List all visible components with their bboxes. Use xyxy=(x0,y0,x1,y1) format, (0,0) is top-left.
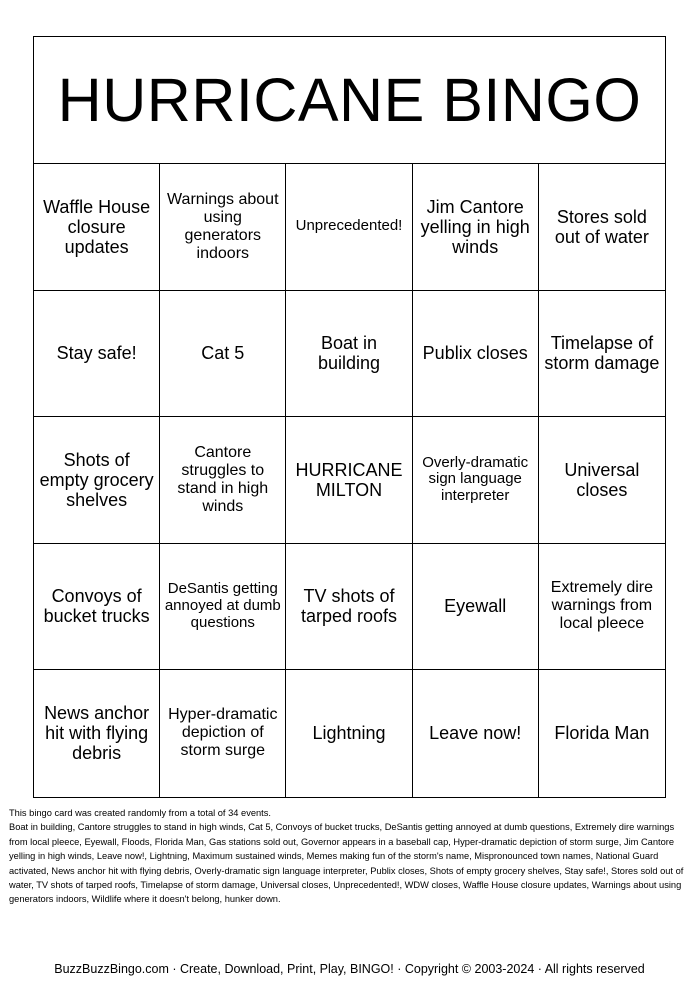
bingo-cell-free-space: HURRICANE MILTON xyxy=(286,417,412,544)
info-event-list: Boat in building, Cantore struggles to stand in high winds, Cat 5, Convoys of bucket trucks, DeSantis getting annoyed at dumb questions, Extremely dire warnings from local pleece, Eyewall, Floods, Florida Man, Gas stations sold out, Governor appears in a baseball cap, Hyper-dramatic depiction of storm surge, Jim Cantore yelling in high winds, Leave now!, Lightning, Maximum sustained winds, Memes making fun of the storm's name, Mispronounced town names, National Guard activated, News anchor hit with flying debris, Overly-dramatic sign language interpreter, Publix closes, Shots of empty grocery shelves, Stay safe!, Stores sold out of water, TV shots of tarped roofs, Timelapse of storm damage, Universal closes, Unprecedented!, WDW closes, Waffle House closure updates, Warnings about using generators indoors, Wildlife where it doesn't belong, hunker down. xyxy=(9,822,684,905)
bingo-cell: Warnings about using generators indoors xyxy=(160,164,286,291)
bingo-cell: Universal closes xyxy=(539,417,665,544)
bingo-card xyxy=(33,36,666,798)
bingo-cell: Convoys of bucket trucks xyxy=(34,544,160,671)
bingo-cell: Shots of empty grocery shelves xyxy=(34,417,160,544)
bingo-cell: Lightning xyxy=(286,670,412,797)
bingo-cell: News anchor hit with flying debris xyxy=(34,670,160,797)
bingo-cell: Cat 5 xyxy=(160,291,286,418)
info-intro: This bingo card was created randomly from a total of 34 events. xyxy=(9,808,271,818)
bingo-cell: Unprecedented! xyxy=(286,164,412,291)
card-title: HURRICANE BINGO xyxy=(57,66,642,134)
bingo-cell: Waffle House closure updates xyxy=(34,164,160,291)
bingo-cell: TV shots of tarped roofs xyxy=(286,544,412,671)
card-info xyxy=(9,806,689,907)
bingo-cell: Eyewall xyxy=(413,544,539,671)
bingo-cell: Stores sold out of water xyxy=(539,164,665,291)
bingo-cell: Timelapse of storm damage xyxy=(539,291,665,418)
bingo-cell: Cantore struggles to stand in high winds xyxy=(160,417,286,544)
bingo-cell: Stay safe! xyxy=(34,291,160,418)
bingo-cell: Publix closes xyxy=(413,291,539,418)
bingo-grid xyxy=(34,164,665,797)
bingo-cell: Leave now! xyxy=(413,670,539,797)
bingo-cell: DeSantis getting annoyed at dumb questions xyxy=(160,544,286,671)
bingo-cell: Florida Man xyxy=(554,723,650,744)
site-footer: BuzzBuzzBingo.com · Create, Download, Print, Play, BINGO! · Copyright © 2003-2024 · All rights reserved xyxy=(54,962,645,976)
bingo-cell: Hyper-dramatic depiction of storm surge xyxy=(160,670,286,797)
bingo-cell: Jim Cantore yelling in high winds xyxy=(413,164,539,291)
bingo-cell: Overly-dramatic sign language interpreter xyxy=(413,417,539,544)
bingo-cell: Extremely dire warnings from local pleece xyxy=(539,544,665,671)
title-box xyxy=(34,37,665,164)
bingo-cell: Boat in building xyxy=(286,291,412,418)
